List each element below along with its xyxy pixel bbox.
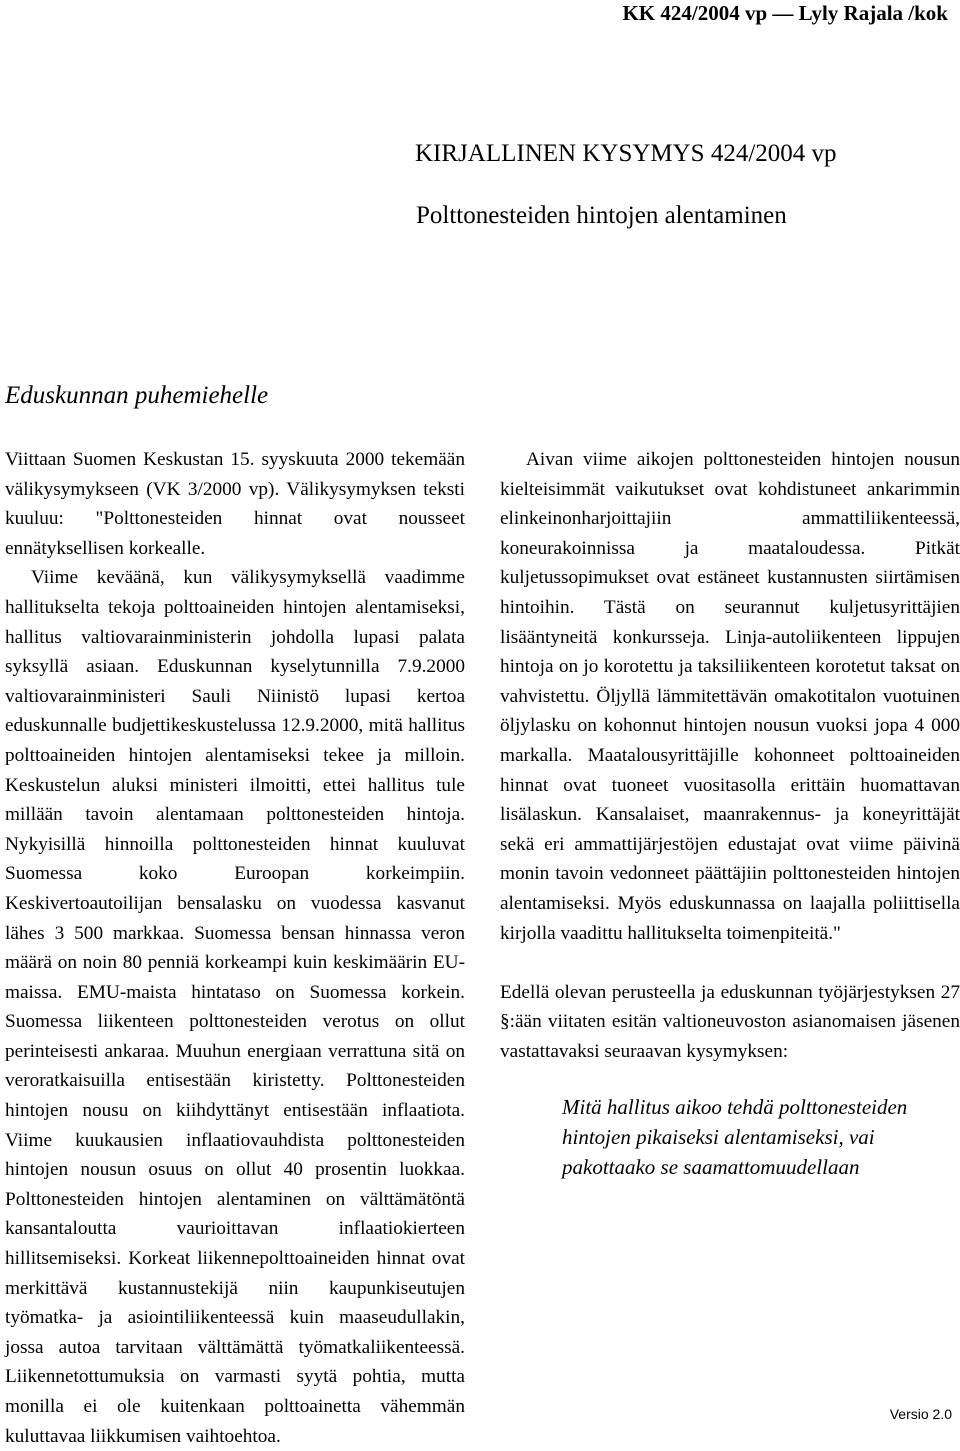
left-column: [5, 445, 465, 1451]
question-text: Mitä hallitus aikoo tehdä polttonesteiden hintojen pikaiseksi alentamiseksi, vai pakottaako se saamattomuudellaan: [562, 1095, 908, 1180]
right-column: [500, 445, 960, 1182]
running-header: KK 424/2004 vp — Lyly Rajala /kok: [622, 1, 948, 25]
document-title: KIRJALLINEN KYSYMYS 424/2004 vp: [415, 140, 837, 167]
addressee: Eduskunnan puhemiehelle: [5, 382, 269, 409]
version-label: Versio 2.0: [889, 1406, 952, 1422]
paragraph-4: Edellä olevan perusteella ja eduskunnan työjärjestyksen 27 §:ään viitaten esitän valtioneuvoston asianomaisen jäsenen vastattavaksi seuraavan kysymyksen:: [500, 981, 960, 1062]
document-subtitle: Polttonesteiden hintojen alentaminen: [416, 202, 787, 229]
paragraph-3: Aivan viime aikojen polttonesteiden hintojen nousun kielteisimmät vaikutukset ovat kohdistuneet ankarimmin elinkeinonharjoittajiin ammattiliikenteessä, koneurakoinnissa ja maataloudessa. Pitkät kuljetussopimukset ovat estäneet kustannusten siirtämisen hintoihin. Tästä on seurannut kuljetusyrittäjien lisääntyneitä konkursseja. Linja-autoliikenteen lippujen hintoja on jo korotettu ja taksiliikenteen korotetut taksat on vahvistettu. Öljyllä lämmitettävän omakotitalon vuotuinen öljylasku on kohonnut hintojen nousun vuoksi jopa 4 000 markalla. Maatalousyrittäjille kohonneet polttoaineiden hinnat ovat tuoneet vuositasolla erittäin huomattavan lisälaskun. Kansalaiset, maanrakennus- ja koneyrittäjät sekä eri ammattijärjestöjen edustajat ovat viime päivinä monin tavoin vedonneet päättäjiin polttonesteiden hintojen alentamiseksi. Myös eduskunnassa on laajalla poliittisella kirjolla vaadittu hallitukselta toimenpiteitä.": [500, 449, 960, 944]
paragraph-1: Viittaan Suomen Keskustan 15. syyskuuta 2000 tekemään välikysymykseen (VK 3/2000 vp). Välikysymyksen teksti kuuluu: "Polttonesteiden hinnat ovat nousseet ennätyksellisen korkealle.: [5, 449, 465, 559]
paragraph-2: Viime keväänä, kun välikysymyksellä vaadimme hallitukselta tekoja polttoaineiden hintojen alentamiseksi, hallitus valtiovarainministerin johdolla lupasi palata syksyllä asiaan. Eduskunnan kyselytunnilla 7.9.2000 valtiovarainministeri Sauli Niinistö lupasi kertoa eduskunnalle budjettikeskustelussa 12.9.2000, mitä hallitus polttoaineiden hintojen alentamiseksi tekee ja milloin. Keskustelun aluksi ministeri ilmoitti, ettei hallitus tule millään tavoin alentamaan polttonesteiden hintoja. Nykyisillä hinnoilla polttonesteiden hinnat kuuluvat Suomessa koko Euroopan korkeimpiin. Keskivertoautoilijan bensalasku on vuodessa kasvanut lähes 3 500 markkaa. Suomessa bensan hinnassa veron määrä on noin 80 penniä korkeampi kuin keskimäärin EU-maissa. EMU-maista hintataso on Suomessa korkein. Suomessa liikenteen polttonesteiden verotus on ollut perinteisesti ankaraa. Muuhun energiaan verrattuna sitä on veroratkaisuilla entisestään kiristetty. Polttonesteiden hintojen nousu on kiihdyttänyt entisestään inflaatiota. Viime kuukausien inflaatiovauhdista polttonesteiden hintojen nousun osuus on ollut 40 prosentin luokkaa. Polttonesteiden hintojen alentaminen on välttämätöntä kansantaloutta vaurioittavan inflaatiokierteen hillitsemiseksi. Korkeat liikennepolttoaineiden hinnat ovat merkittävä kustannustekijä niin kaupunkiseutujen työmatka- ja asiointiliikenteessä kuin maaseudullakin, jossa autoa tarvitaan välttämättä työmatkaliikenteessä. Liikennetottumuksia on varmasti syytä pohtia, mutta monilla ei ole kuitenkaan polttoainetta vähemmän kuluttavaa liikkumisen vaihtoehtoa.: [5, 567, 465, 1447]
